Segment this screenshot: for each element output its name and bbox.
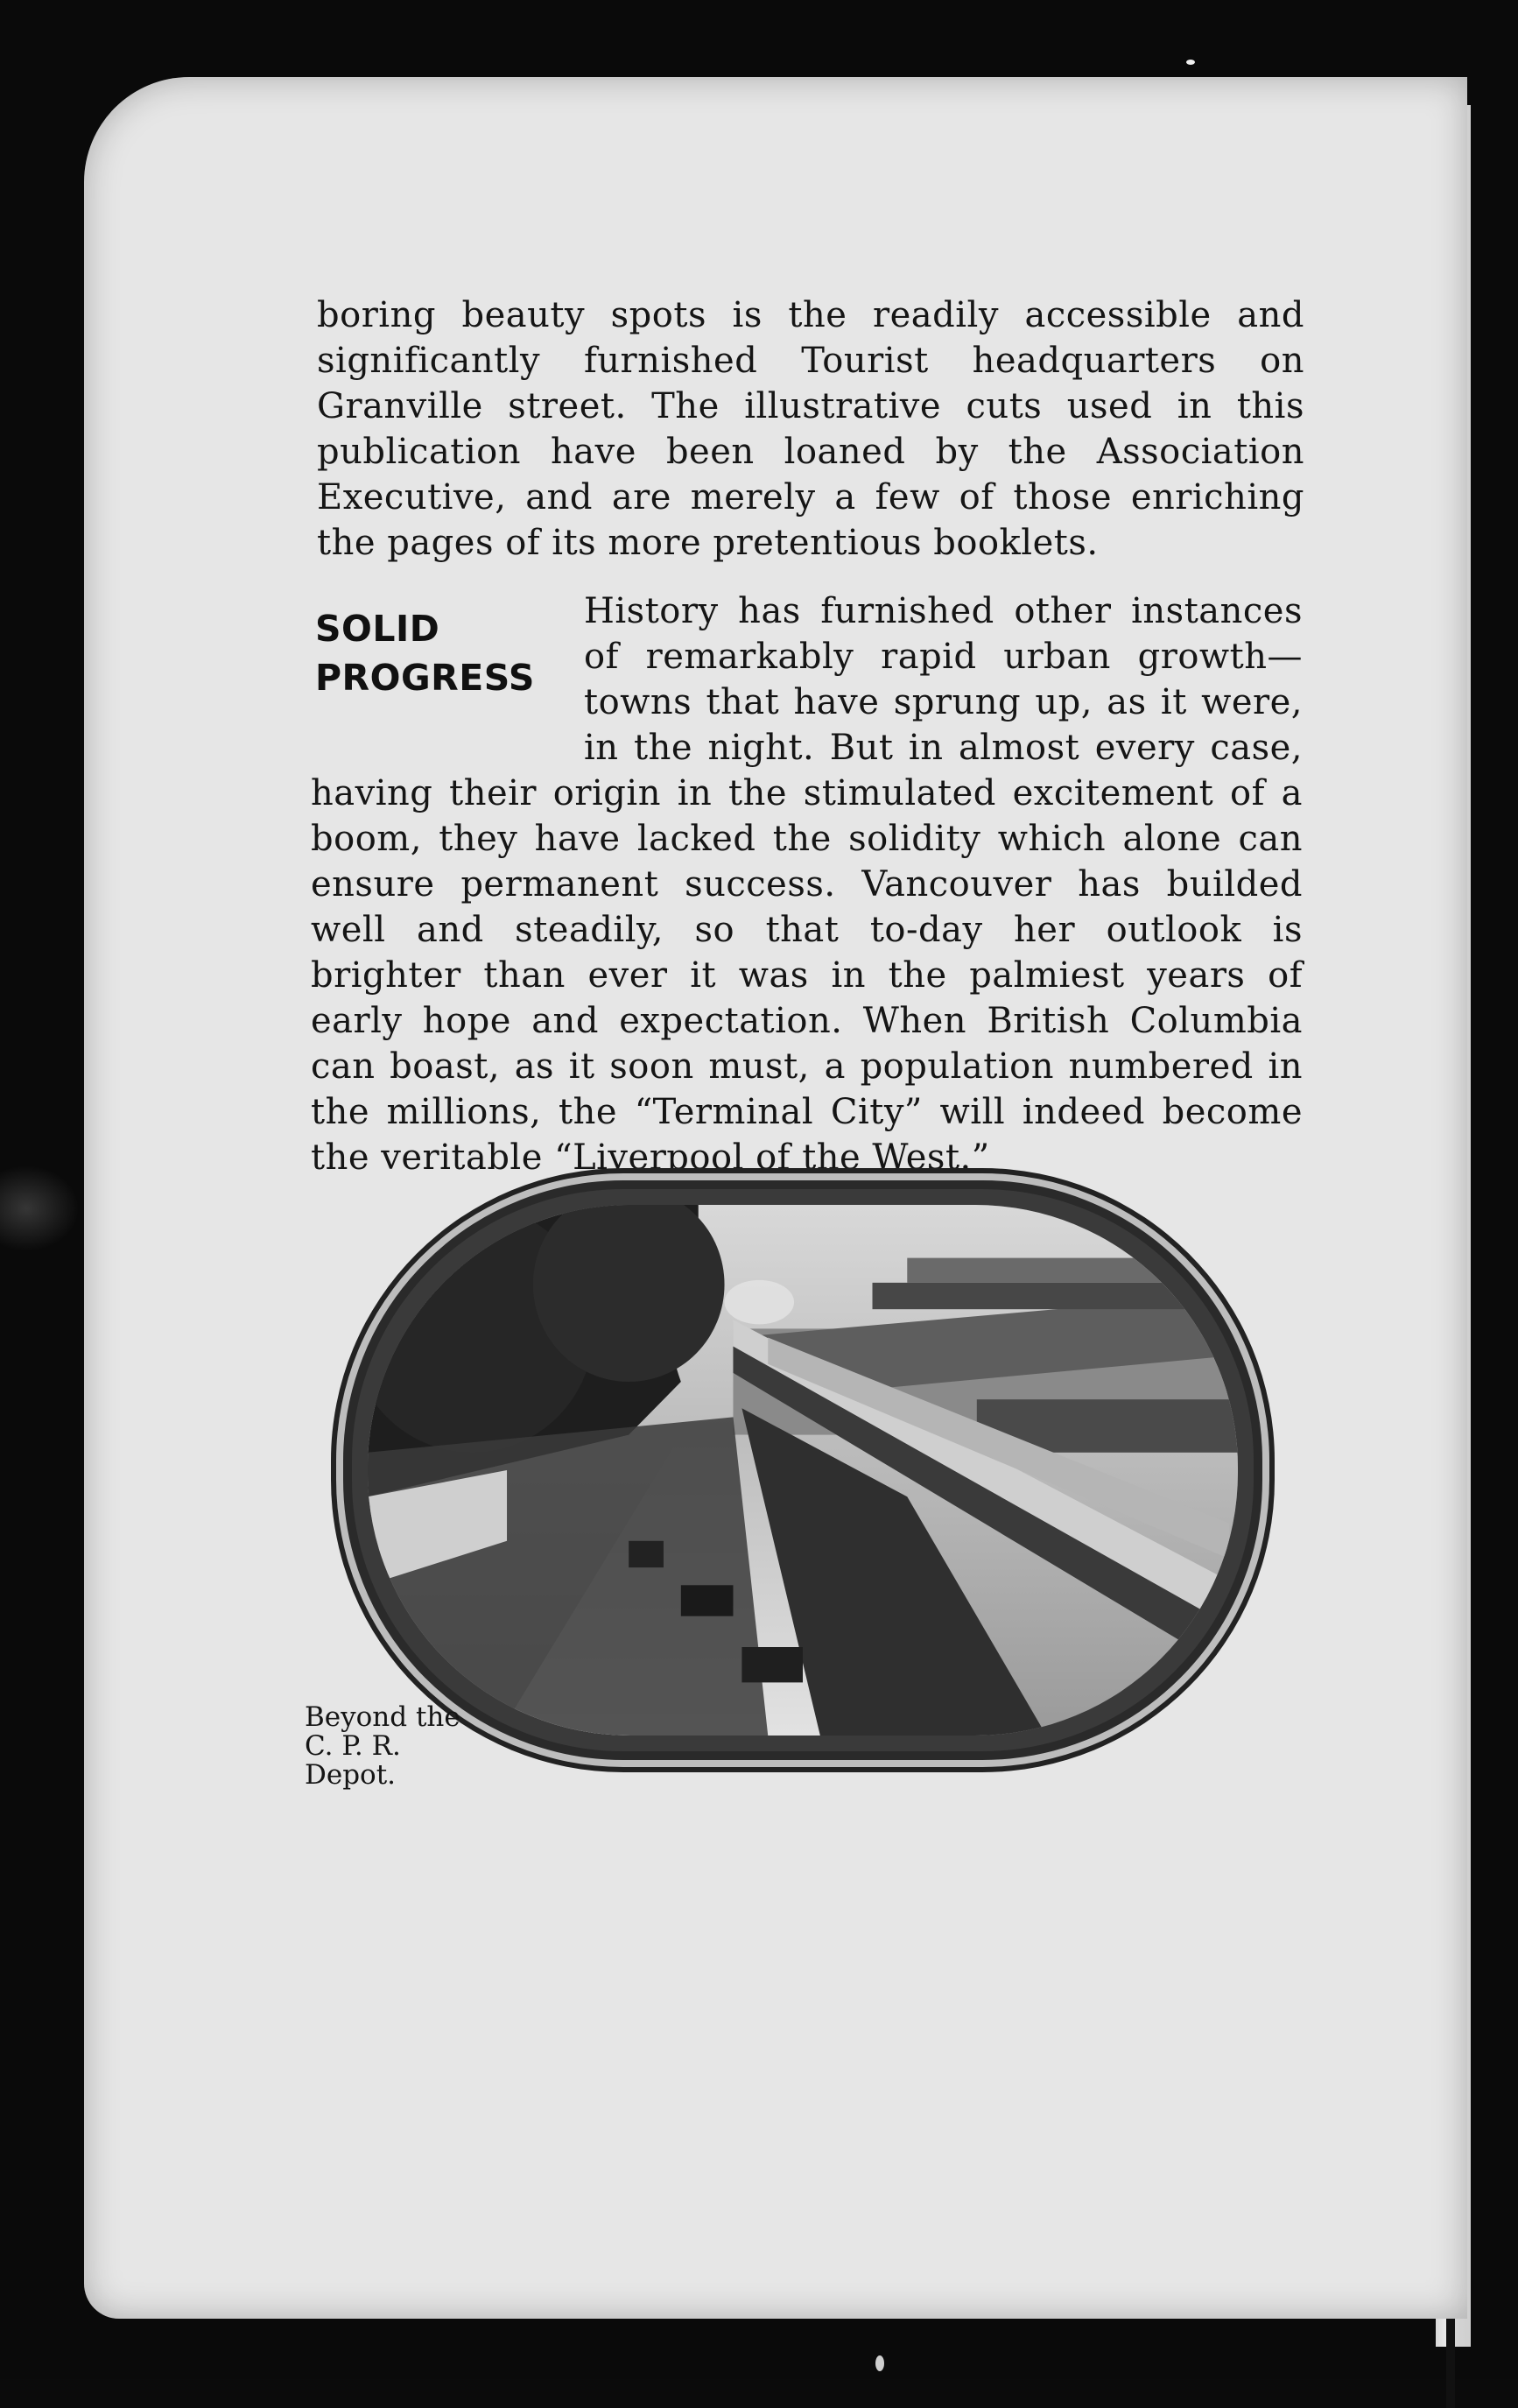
cpr-depot-photo — [368, 1205, 1238, 1736]
heading-indent-space — [311, 588, 584, 729]
section-heading-line-1: SOLID — [315, 608, 440, 650]
paragraph-solid-progress — [311, 588, 1303, 1180]
cpr-depot-photo-frame — [343, 1180, 1262, 1760]
paragraph-solid-progress-text: History has furnished other instances of remarkably rapid urban growth—towns that have sprung up, as it were, in the night. But in almost every case, having their origin in the stimulated excitement of a boom, they have lacked the solidity which alone can ensure permanent success. Vancouver has builded well and steadily, so that to-day her outlook is brighter than ever it was in the palmiest years of early hope and expectation. When British Columbia can boast, as it soon must, a population numbered in the millions, the “Terminal City” will indeed become the veritable “Liverpool of the West.” — [311, 591, 1303, 1178]
scan-speck — [875, 2355, 884, 2371]
paragraph-intro: boring beauty spots is the readily accessible and significantly furnished Tourist headquarters on Granville street. The illustrative cuts used in this publication have been loaned by the Association Executive, and are merely a few of those enriching the pages of its more pretentious booklets. — [317, 295, 1304, 563]
photo-caption-line-1: Beyond the — [305, 1701, 460, 1733]
scan-speck — [1186, 60, 1195, 65]
photo-caption-line-3: Depot. — [305, 1759, 397, 1791]
section-heading-line-2: PROGRESS — [315, 657, 535, 699]
photo-caption-line-2: C. P. R. — [305, 1730, 401, 1762]
photo-caption — [305, 1703, 460, 1790]
cpr-depot-photo-illustration — [368, 1205, 1238, 1736]
